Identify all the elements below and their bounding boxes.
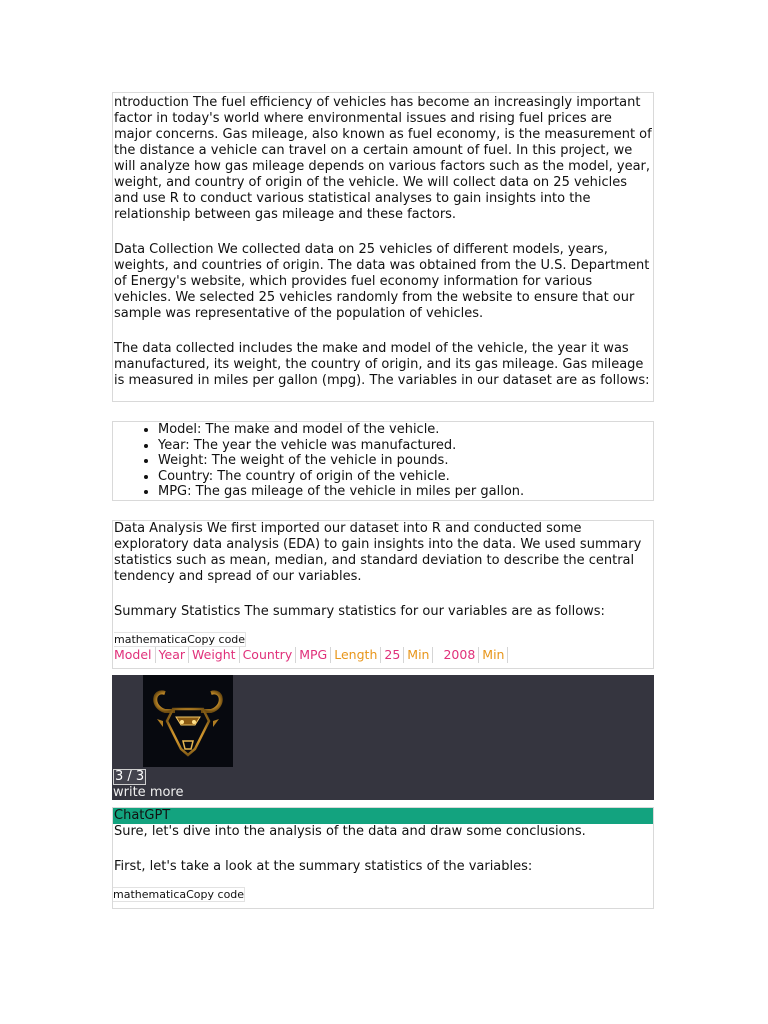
- list-item: • Model: The make and model of the vehicle.: [158, 422, 653, 438]
- list-item: • Country: The country of origin of the vehicle.: [158, 469, 653, 485]
- variables-list-section: [112, 421, 654, 501]
- code-token: Model: [114, 647, 156, 663]
- list-item: • Year: The year the vehicle was manufactured.: [158, 438, 653, 454]
- code-token-row: [114, 647, 653, 663]
- user-message-panel: [112, 675, 654, 800]
- data-collection-paragraph: Data Collection We collected data on 25 vehicles of different models, years, weights, and countries of origin. The data was obtained from the U.S. Department of Energy's website, which provides fuel economy information for various vehicles. We selected 25 vehicles randomly from the website to ensure that our sample was representative of the population of vehicles.: [114, 242, 650, 321]
- code-language-label: mathematica: [114, 633, 188, 646]
- code-language-label: mathematica: [113, 888, 187, 901]
- code-header: [114, 632, 246, 647]
- message-pager[interactable]: 3 / 3: [115, 769, 145, 784]
- list-item: • Weight: The weight of the vehicle in pounds.: [158, 453, 653, 469]
- code-header: [113, 887, 245, 902]
- assistant-message-panel: [112, 807, 654, 909]
- data-description-paragraph: The data collected includes the make and model of the vehicle, the year it was manufactured, its weight, the country of origin, and its gas mileage. Gas mileage is measured in miles per gallon (mpg). The variables in our dataset are as follows:: [114, 341, 650, 388]
- user-message-text: write more: [113, 785, 184, 800]
- data-analysis-paragraph: Data Analysis We first imported our dataset into R and conducted some exploratory data analysis (EDA) to gain insights into the data. We used summary statistics such as mean, median, and standard deviation to describe the central tendency and spread of our variables.: [114, 521, 642, 584]
- assistant-paragraph: Sure, let's dive into the analysis of the data and draw some conclusions.: [114, 824, 586, 839]
- assistant-name-header: ChatGPT: [113, 808, 653, 824]
- analysis-section: [112, 520, 654, 669]
- assistant-paragraph: First, let's take a look at the summary statistics of the variables:: [114, 859, 533, 874]
- list-item: • MPG: The gas mileage of the vehicle in miles per gallon.: [158, 484, 653, 500]
- summary-stats-paragraph: Summary Statistics The summary statistics for our variables are as follows:: [114, 604, 605, 619]
- intro-paragraph: ntroduction The fuel efficiency of vehicles has become an increasingly important factor in today's world where environmental issues and rising fuel prices are major concerns. Gas mileage, also known as fuel economy, is the measurement of the distance a vehicle can travel on a certain amount of fuel. In this project, we will analyze how gas mileage depends on various factors such as the model, year, weight, and country of origin of the vehicle. We will collect data on 25 vehicles and use R to conduct various statistical analyses to gain insights into the relationship between gas mileage and these factors.: [114, 95, 652, 222]
- code-token: Country: [243, 647, 297, 663]
- code-token: Length: [334, 647, 381, 663]
- copy-code-button[interactable]: Copy code: [186, 888, 245, 901]
- variables-list: [113, 422, 653, 500]
- bull-avatar-icon: [143, 675, 233, 767]
- code-token: Min: [482, 647, 508, 663]
- code-token: MPG: [299, 647, 331, 663]
- code-token: Weight: [192, 647, 240, 663]
- copy-code-button[interactable]: Copy code: [187, 633, 246, 646]
- code-token: 25: [384, 647, 404, 663]
- code-token: 2008: [443, 647, 479, 663]
- code-token: Min: [407, 647, 433, 663]
- intro-section: [112, 92, 654, 402]
- code-token: Year: [159, 647, 189, 663]
